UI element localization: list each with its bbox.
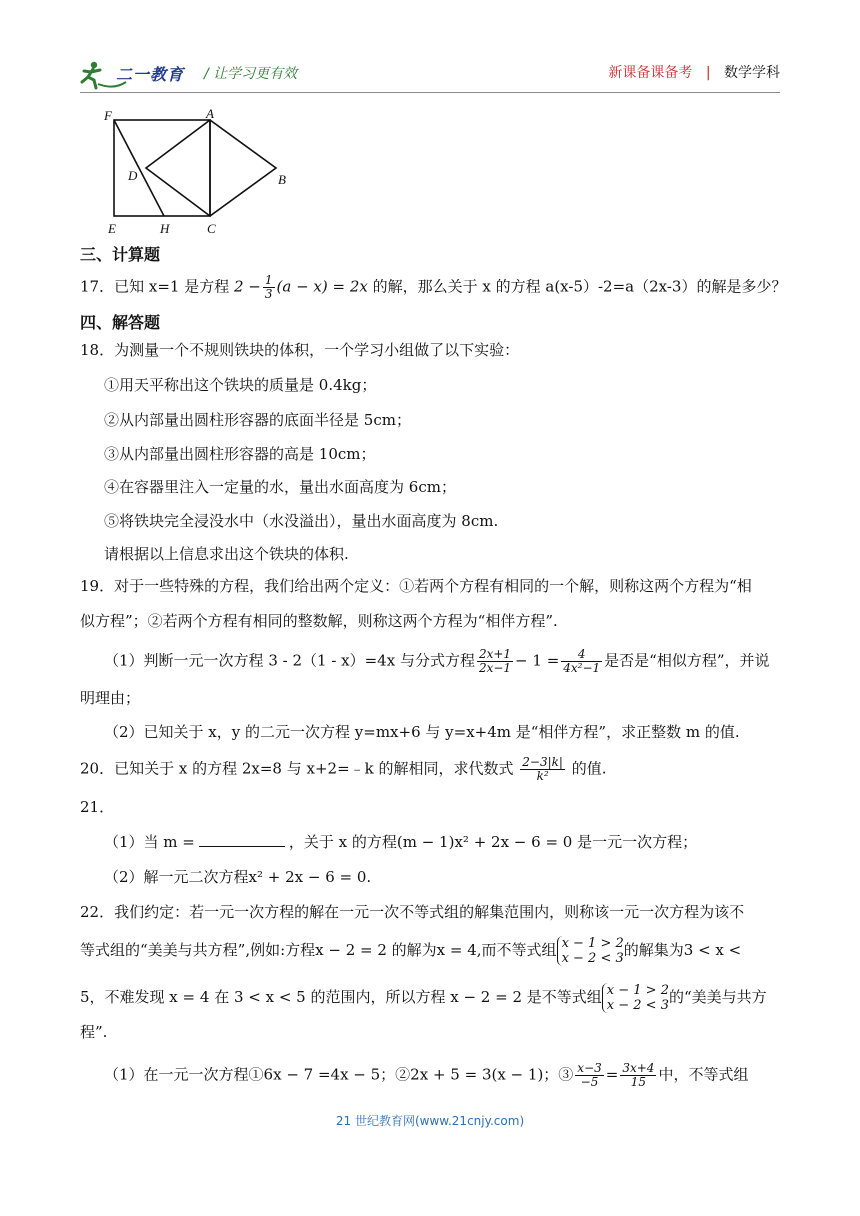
q19-fraction-2 xyxy=(561,648,602,675)
inequality-1: x − 1 > 2 xyxy=(561,936,624,951)
q19-line-1: 19．对于一些特殊的方程，我们给出两个定义：①若两个方程有相同的一个解，则称这两个方程为“相 xyxy=(80,577,752,595)
q22-line-4: 程”. xyxy=(80,1023,108,1041)
label-f: F xyxy=(104,108,112,123)
q19-f1-num: 2x+1 xyxy=(478,647,512,661)
q22-line-2 xyxy=(80,936,741,966)
answer-blank[interactable] xyxy=(199,832,285,847)
page-header xyxy=(80,58,780,94)
q19-part-2: （2）已知关于 x，y 的二元一次方程 y=mx+6 与 y=x+4m 是“相伴方程”，求正整数 m 的值. xyxy=(104,723,740,741)
label-h: H xyxy=(160,221,170,236)
q18-step-5: ⑤将铁块完全浸没水中（水没溢出），量出水面高度为 8cm. xyxy=(104,512,499,530)
segment-fh xyxy=(114,120,164,216)
q18-step-1: ①用天平称出这个铁块的质量是 0.4kg； xyxy=(104,376,377,394)
inequality-2-1: x − 1 > 2 xyxy=(606,983,669,998)
q22-l2-b: 的解集为3 < x < xyxy=(623,941,742,959)
label-d: D xyxy=(128,168,138,183)
q21-part-1 xyxy=(104,832,697,852)
q22-eq: = xyxy=(605,1065,619,1084)
q17-frac-num: 1 xyxy=(264,273,273,287)
q22-part-1 xyxy=(104,1062,748,1089)
q21-part-2: （2）解一元二次方程x² + 2x − 6 = 0. xyxy=(104,868,372,886)
header-right xyxy=(608,62,780,82)
q17-frac-den: 3 xyxy=(264,287,273,301)
inequality-2-2: x − 2 < 3 xyxy=(606,998,669,1013)
q20-prefix: 20．已知关于 x 的方程 2x=8 与 x+2=﹣k 的解相同，求代数式 xyxy=(80,759,514,778)
q18-intro: 18．为测量一个不规则铁块的体积，一个学习小组做了以下实验： xyxy=(80,341,520,359)
q22-f1-num: x−3 xyxy=(577,1061,602,1075)
header-separator: | xyxy=(705,65,711,81)
q21-p1-a: （1）当 m = xyxy=(104,833,195,851)
header-course-label: 新课备课备考 xyxy=(608,65,693,81)
q19-line-2: 似方程”；②若两个方程有相同的整数解，则称这两个方程为“相伴方程”. xyxy=(80,612,558,630)
q22-fraction-2 xyxy=(620,1062,656,1089)
section-title-answer: 四、解答题 xyxy=(80,313,161,332)
q17-eq-b: (a − x) = 2x xyxy=(276,277,368,296)
label-c: C xyxy=(207,221,216,236)
q17-prefix: 17．已知 x=1 是方程 xyxy=(80,277,230,296)
square-abcd xyxy=(146,120,276,216)
q22-p1-a: （1）在一元一次方程①6x − 7 =4x − 5；②2x + 5 = 3(x − 1)；③ xyxy=(104,1065,574,1084)
q22-l3-a: 5，不难发现 x = 4 在 3 < x < 5 的范围内，所以方程 x − 2 = 2 是不等式组 xyxy=(80,988,602,1006)
q18-ask: 请根据以上信息求出这个铁块的体积. xyxy=(104,545,349,563)
q22-l2-a: 等式组的“美美与共方程”,例如:方程x − 2 = 2 的解为x = 4,而不等式组 xyxy=(80,941,557,959)
inequality-system xyxy=(557,936,624,966)
q20-suffix: 的值. xyxy=(571,759,607,778)
q18-step-2: ②从内部量出圆柱形容器的底面半径是 5cm； xyxy=(104,411,411,429)
header-slogan: / 让学习更有效 xyxy=(204,66,298,82)
q22-line-1: 22．我们约定：若一元一次方程的解在一元一次不等式组的解集范围内，则称该一元一次方程为该不 xyxy=(80,903,745,921)
page-footer[interactable]: 21 世纪教育网(www.21cnjy.com) xyxy=(335,1114,525,1128)
header-subject-label: 数学学科 xyxy=(724,65,780,81)
q17-suffix: 的解，那么关于 x 的方程 a(x-5）-2=a（2x-3）的解是多少？ xyxy=(372,277,787,296)
q20-fraction xyxy=(520,756,565,783)
inequality-2: x − 2 < 3 xyxy=(561,951,624,966)
q17-fraction xyxy=(263,274,275,301)
question-20 xyxy=(80,756,607,783)
inequality-system-2 xyxy=(602,983,669,1013)
q19-f2-den: 4x²−1 xyxy=(563,661,601,675)
label-a: A xyxy=(206,106,214,121)
section-title-calculation: 三、计算题 xyxy=(80,245,161,264)
question-17 xyxy=(80,274,786,301)
q22-f2-num: 3x+4 xyxy=(622,1061,655,1075)
brand-name: 二一教育 xyxy=(116,65,185,84)
q17-eq-a: 2 − xyxy=(233,277,261,296)
q19-p1-line-2: 明理由； xyxy=(80,689,141,707)
q20-frac-num: 2−3|k| xyxy=(522,755,563,769)
geometry-figure xyxy=(100,106,300,240)
q22-f2-den: 15 xyxy=(630,1075,647,1089)
q22-line-3 xyxy=(80,983,767,1013)
header-divider xyxy=(80,92,780,93)
q22-p1-b: 中，不等式组 xyxy=(658,1065,749,1084)
q19-p1-b: 是否是“相似方程”，并说 xyxy=(604,651,770,670)
q22-l3-b: 的“美美与共方 xyxy=(668,988,767,1006)
q19-f1-den: 2x−1 xyxy=(478,661,512,675)
q19-fraction-1 xyxy=(477,648,513,675)
q19-p1-a: （1）判断一元一次方程 3 - 2（1 - x）=4x 与分式方程 xyxy=(104,651,475,670)
q22-fraction-1 xyxy=(575,1062,603,1089)
q21-number: 21． xyxy=(80,798,115,816)
label-b: B xyxy=(278,172,286,187)
label-e: E xyxy=(108,221,116,236)
q21-p1-b: ，关于 x 的方程(m − 1)x² + 2x − 6 = 0 是一元一次方程； xyxy=(288,833,698,851)
q19-f2-num: 4 xyxy=(561,648,602,662)
q22-f1-den: −5 xyxy=(580,1075,599,1089)
q19-part-1 xyxy=(104,648,770,675)
q20-frac-den: k² xyxy=(536,769,549,783)
q18-step-3: ③从内部量出圆柱形容器的高是 10cm； xyxy=(104,445,376,463)
q19-p1-mid: − 1 = xyxy=(515,651,560,670)
q18-step-4: ④在容器里注入一定量的水，量出水面高度为 6cm； xyxy=(104,478,456,496)
